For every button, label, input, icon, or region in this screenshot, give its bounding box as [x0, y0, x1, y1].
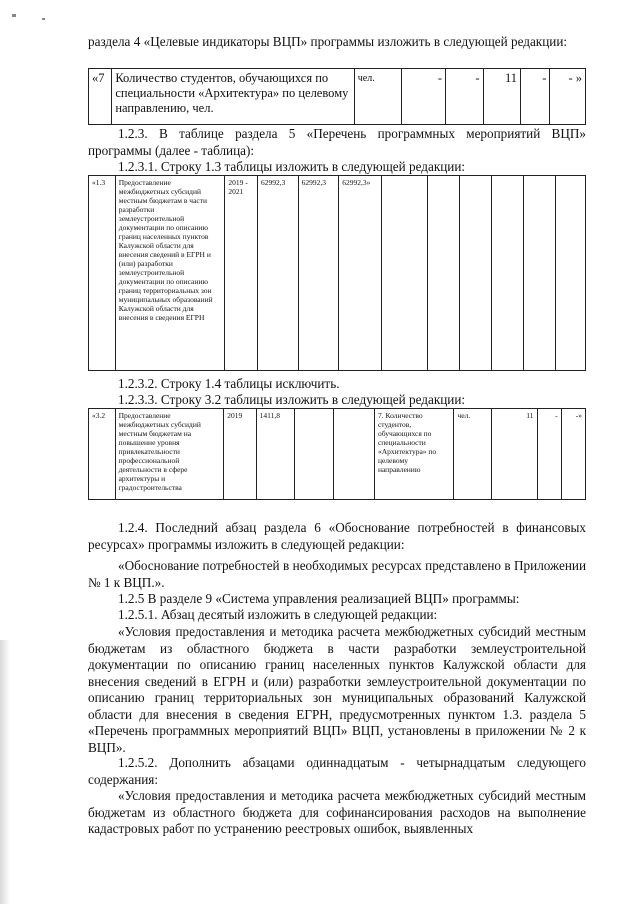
cell-value: 11 [492, 409, 537, 500]
cell-value: 62992,3» [339, 176, 382, 371]
cell-name: Количество студентов, обучающихся по специальности «Архитектура» по целевому направлению, чел. [112, 69, 354, 125]
cell-value: 62992,3 [257, 176, 298, 371]
scan-shadow [0, 640, 10, 904]
quote-3: «Условия предоставления и методика расчета межбюджетных субсидий местным бюджетам из областного бюджета для софинансирования расходов на выполнение кадастровых работ по устранению реестровых ошибок, выявленных [88, 788, 586, 836]
scan-speck [12, 14, 16, 17]
paragraph-1-2-3-1: 1.2.3.1. Строку 1.3 таблицы изложить в следующей редакции: [118, 159, 466, 174]
paragraph-1-2-5-1: 1.2.5.1. Абзац десятый изложить в следующей редакции: [118, 607, 438, 622]
cell-value: - » [550, 69, 586, 125]
cell-empty [427, 176, 459, 371]
cell-indicator: 7. Количество студентов, обучающихся по специальности «Архитектура» по целевому направлению [374, 409, 454, 500]
cell-value: 11 [483, 69, 521, 125]
paragraph-1-2-5: 1.2.5 В разделе 9 «Система управления реализацией ВЦП» программы: [118, 591, 520, 606]
cell-value: 62992,3 [298, 176, 339, 371]
cell-empty [334, 409, 375, 500]
cell-unit: чел. [354, 69, 402, 125]
cell-number: «7 [89, 69, 112, 125]
cell-value: - [446, 69, 484, 125]
cell-empty [381, 176, 427, 371]
paragraph-1-2-3-2: 1.2.3.2. Строку 1.4 таблицы исключить. [118, 376, 340, 391]
cell-empty [491, 176, 523, 371]
cell-empty [555, 176, 585, 371]
activity-table-row-1-3 [88, 175, 586, 371]
cell-unit: чел. [454, 409, 492, 500]
cell-value: - [521, 69, 550, 125]
quote-1: «Обоснование потребностей в необходимых ресурсах представлено в Приложении № 1 к ВЦП.». [88, 558, 586, 590]
cell-amount: 1411,8 [256, 409, 294, 500]
cell-empty [523, 176, 555, 371]
cell-value: - [537, 409, 561, 500]
table-row [89, 409, 586, 500]
cell-value: -» [561, 409, 585, 500]
cell-number: «1.3 [89, 176, 116, 371]
table-row [89, 176, 586, 371]
cell-empty [459, 176, 491, 371]
cell-value: - [402, 69, 446, 125]
cell-period: 2019 - 2021 [225, 176, 258, 371]
cell-empty [294, 409, 333, 500]
cell-year: 2019 [224, 409, 256, 500]
activity-table-row-3-2 [88, 408, 586, 500]
quote-2: «Условия предоставления и методика расчета межбюджетных субсидий местным бюджетам из областного бюджета в части разработки землеустроительной документации по описанию границ населенных пунктов Калужской области для внесения сведений в ЕГРН и (или) разработки землеустроительной документации по описанию границ территориальных зон муниципальных образований Калужской области для внесения в сведения ЕГРН, предусмотренных пунктом 1.3. раздела 5 «Перечень программных мероприятий ВЦП» ВЦП, установлены в приложении № 2 к ВЦП». [88, 624, 586, 755]
table-row [89, 69, 586, 125]
cell-number: «3.2 [89, 409, 116, 500]
cell-name: Предоставление межбюджетных субсидий местным бюджетам на повышение уровня привлекательности профессиональной деятельности в сфере архитектуры и градостроительства [115, 409, 224, 500]
paragraph-1-2-5-2: 1.2.5.2. Дополнить абзацами одиннадцатым - четырнадцатым следующего содержания: [88, 755, 586, 787]
paragraph-1-2-3: 1.2.3. В таблице раздела 5 «Перечень программных мероприятий ВЦП» программы (далее - таблица): [88, 126, 586, 158]
paragraph-1-2-3-3: 1.2.3.3. Строку 3.2 таблицы изложить в следующей редакции: [118, 392, 466, 407]
indicator-table [88, 68, 586, 125]
scan-speck [42, 18, 45, 20]
cell-name: Предоставление межбюджетных субсидий местным бюджетам в части разработки землеустроительной документации по описанию границ населенных пунктов Калужской области для внесения сведений в ЕГРН и (или) разработки землеустроительной документации по описанию границ территориальных зон муниципальных образований Калужской области для внесения в сведения ЕГРН [115, 176, 225, 371]
paragraph-1-2-4: 1.2.4. Последний абзац раздела 6 «Обоснование потребностей в финансовых ресурсах» программы изложить в следующей редакции: [88, 520, 586, 552]
intro-paragraph: раздела 4 «Целевые индикаторы ВЦП» программы изложить в следующей редакции: [88, 34, 568, 49]
